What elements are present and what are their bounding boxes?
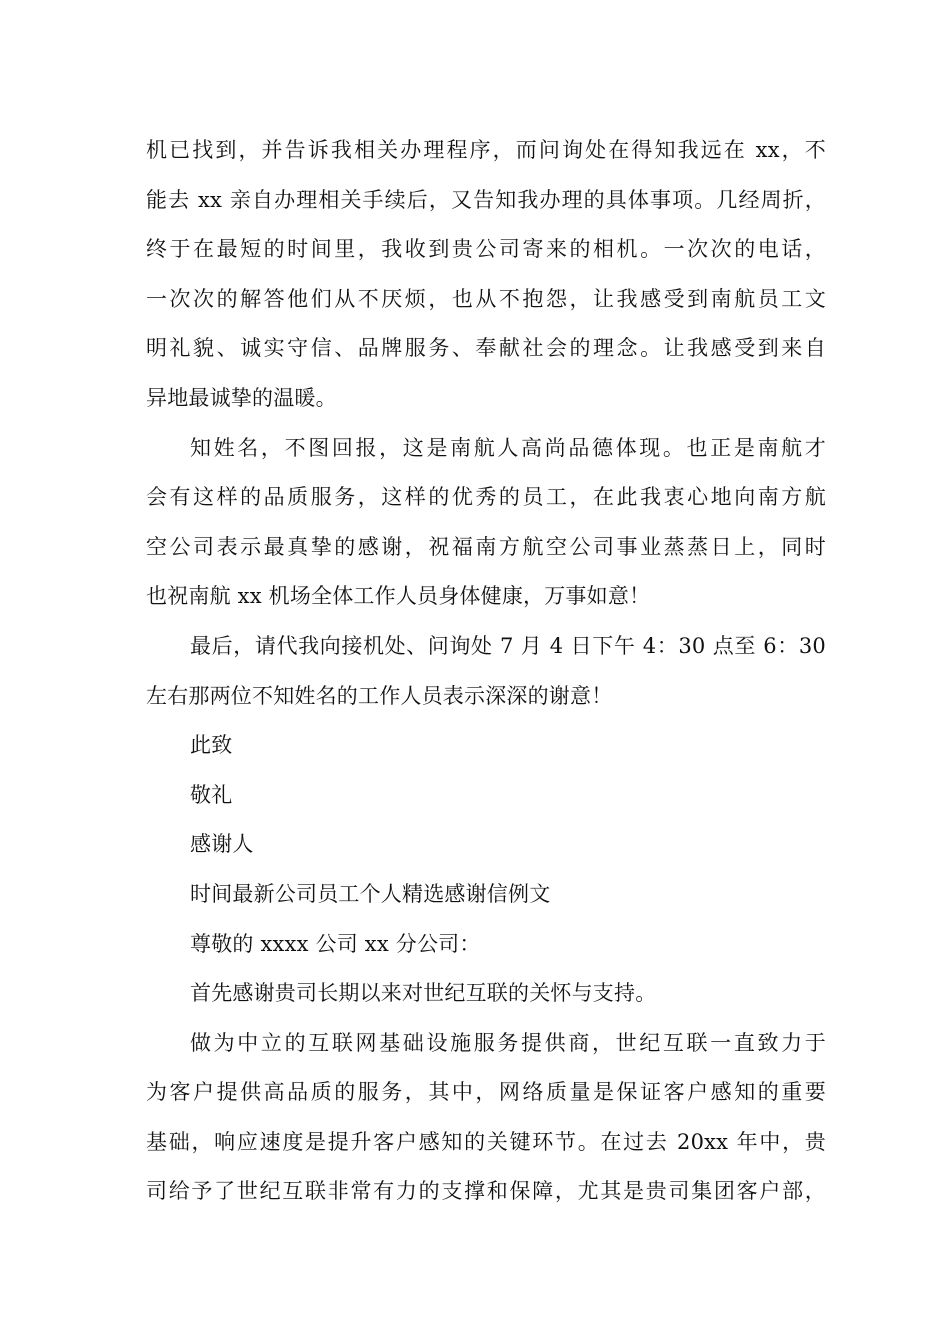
text-line: 左右那两位不知姓名的工作人员表示深深的谢意！ xyxy=(146,683,613,708)
text-line: 知姓名，不图回报，这是南航人高尚品德体现。也正是南航才 xyxy=(190,435,826,460)
text-line: 终于在最短的时间里，我收到贵公司寄来的相机。一次次的电话， xyxy=(146,237,826,262)
closing-salutation: 此致 xyxy=(190,733,233,758)
text-line: 基础，响应速度是提升客户感知的关键环节。在过去 20xx 年中，贵 xyxy=(146,1129,826,1154)
text-line: 异地最诚挚的温暖。 xyxy=(146,385,337,410)
closing-regards: 敬礼 xyxy=(190,782,233,807)
text-line: 为客户提供高品质的服务，其中，网络质量是保证客户感知的重要 xyxy=(146,1080,826,1105)
text-line: 最后，请代我向接机处、问询处 7 月 4 日下午 4：30 点至 6：30 xyxy=(190,633,826,658)
text-line: 空公司表示最真挚的感谢，祝福南方航空公司事业蒸蒸日上，同时 xyxy=(146,534,826,559)
text-line: 做为中立的互联网基础设施服务提供商，世纪互联一直致力于 xyxy=(190,1030,826,1055)
text-line: 会有这样的品质服务，这样的优秀的员工，在此我衷心地向南方航 xyxy=(146,485,826,510)
section-title: 时间最新公司员工个人精选感谢信例文 xyxy=(190,881,551,906)
text-line: 首先感谢贵司长期以来对世纪互联的关怀与支持。 xyxy=(190,981,657,1006)
text-line: 能去 xx 亲自办理相关手续后，又告知我办理的具体事项。几经周折， xyxy=(146,187,826,212)
signature-label: 感谢人 xyxy=(190,832,254,857)
text-line: 也祝南航 xx 机场全体工作人员身体健康，万事如意！ xyxy=(146,584,651,609)
letter-body xyxy=(146,126,826,1217)
text-line: 一次次的解答他们从不厌烦，也从不抱怨，让我感受到南航员工文 xyxy=(146,286,826,311)
text-line: 机已找到，并告诉我相关办理程序，而问询处在得知我远在 xx，不 xyxy=(146,138,826,162)
text-line: 明礼貌、诚实守信、品牌服务、奉献社会的理念。让我感受到来自 xyxy=(146,336,826,361)
greeting: 尊敬的 xxxx 公司 xx 分公司： xyxy=(190,931,481,956)
text-line: 司给予了世纪互联非常有力的支撑和保障，尤其是贵司集团客户部， xyxy=(146,1179,826,1204)
